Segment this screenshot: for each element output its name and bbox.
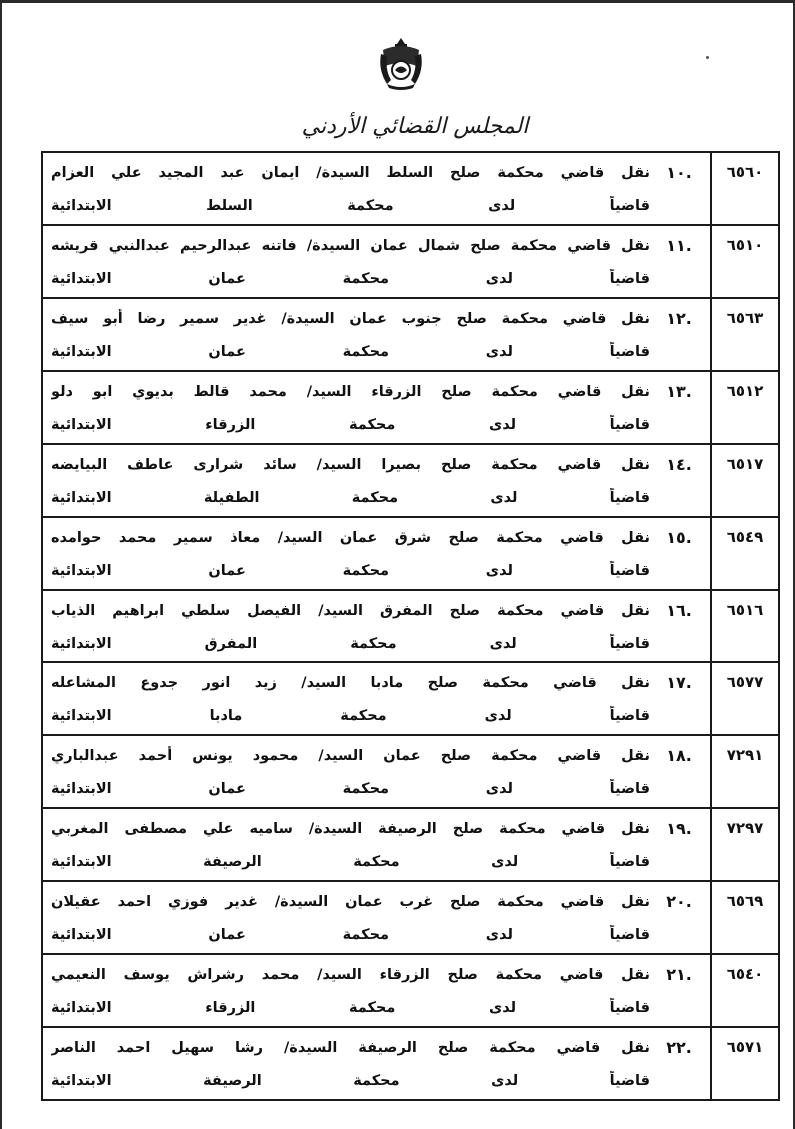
- table-row: [42, 954, 779, 1027]
- record-text-cell: [42, 225, 711, 298]
- record-id-cell: [711, 444, 779, 517]
- table-row: [42, 735, 779, 808]
- record-id-cell: [711, 590, 779, 663]
- table-row: [42, 808, 779, 881]
- record-id: ٧٢٩٧: [726, 819, 764, 838]
- record-number: .١٧: [666, 673, 692, 693]
- record-body: [43, 736, 710, 806]
- record-body: [43, 299, 710, 369]
- record-body: [43, 1028, 710, 1098]
- record-body: [43, 445, 710, 515]
- record-text-cell: [42, 371, 711, 444]
- jordan-coat-of-arms-icon: [377, 36, 425, 92]
- record-number: .١٨: [666, 746, 692, 766]
- new-assignment: قاضياً لدى محكمة الزرقاء الابتدائية: [51, 416, 650, 433]
- record-text-cell: [42, 808, 711, 881]
- record-body: [43, 591, 710, 661]
- new-assignment: قاضياً لدى محكمة عمان الابتدائية: [51, 781, 650, 798]
- record-id: ٦٥١٧: [726, 454, 764, 473]
- letterhead: [300, 30, 530, 139]
- transfer-statement: نقل قاضي محكمة صلح شمال عمان السيدة/ فاتنه عبدالرحيم عبدالنبي قريشه: [51, 237, 650, 254]
- new-assignment: قاضياً لدى محكمة مادبا الابتدائية: [51, 708, 650, 725]
- record-id-cell: [711, 1027, 779, 1100]
- transfer-statement: نقل قاضي محكمة صلح الزرقاء السيد/ محمد رشراش يوسف النعيمي: [51, 967, 650, 984]
- record-id: ٦٥١٢: [726, 381, 764, 400]
- transfer-statement: نقل قاضي محكمة صلح عمان السيد/ محمود يونس أحمد عبدالباري: [51, 748, 650, 765]
- record-number: .١٢: [666, 308, 692, 328]
- transfer-statement: نقل قاضي محكمة صلح غرب عمان السيدة/ غدير فوزي احمد عقيلان: [51, 894, 650, 911]
- new-assignment: قاضياً لدى محكمة السلط الابتدائية: [51, 198, 650, 214]
- record-id: ٦٥٤٠: [726, 965, 764, 984]
- record-id: ٦٥٤٩: [726, 527, 764, 546]
- record-id: ٦٥٧١: [726, 1038, 764, 1057]
- new-assignment: قاضياً لدى محكمة المفرق الابتدائية: [51, 635, 650, 652]
- table-row: [42, 662, 779, 735]
- new-assignment: قاضياً لدى محكمة عمان الابتدائية: [51, 562, 650, 579]
- table-row: [42, 1027, 779, 1100]
- record-number: .١٩: [666, 819, 692, 839]
- new-assignment: قاضياً لدى محكمة الطفيلة الابتدائية: [51, 489, 650, 506]
- record-body: [43, 518, 710, 588]
- record-body: [43, 882, 710, 952]
- transfer-statement: نقل قاضي محكمة صلح المفرق السيد/ الفيصل سلطي ابراهيم الذياب: [51, 602, 650, 619]
- transfer-statement: نقل قاضي محكمة صلح جنوب عمان السيدة/ غدير سمير رضا أبو سيف: [51, 310, 650, 327]
- record-id-cell: [711, 735, 779, 808]
- table-row: [42, 881, 779, 954]
- table-row: [42, 152, 779, 225]
- record-text-cell: [42, 444, 711, 517]
- council-name: المجلس القضائي الأردني: [301, 114, 529, 139]
- record-id-cell: [711, 808, 779, 881]
- record-text-cell: [42, 662, 711, 735]
- transfer-statement: نقل قاضي محكمة صلح شرق عمان السيد/ معاذ سمير محمد حوامده: [51, 529, 650, 546]
- record-id-cell: [711, 371, 779, 444]
- transfer-statement: نقل قاضي محكمة صلح الرصيفة السيدة/ رشا سهيل احمد الناصر: [51, 1040, 650, 1057]
- record-id-cell: [711, 152, 779, 225]
- record-id: ٦٥٦٣: [726, 308, 764, 327]
- record-number: .١٣: [666, 381, 692, 401]
- record-text-cell: [42, 590, 711, 663]
- record-id: ٦٥٦٩: [726, 892, 764, 911]
- transfer-statement: نقل قاضي محكمة صلح بصيرا السيد/ سائد شرارى عاطف البيايضه: [51, 456, 650, 473]
- new-assignment: قاضياً لدى محكمة عمان الابتدائية: [51, 927, 650, 944]
- record-id: ٦٥٧٧: [726, 673, 764, 692]
- record-id-cell: [711, 954, 779, 1027]
- record-body: [43, 153, 710, 223]
- new-assignment: قاضياً لدى محكمة عمان الابتدائية: [51, 343, 650, 360]
- table-row: [42, 371, 779, 444]
- record-id: ٦٥٦٠: [726, 163, 764, 181]
- table-row: [42, 444, 779, 517]
- record-id-cell: [711, 225, 779, 298]
- record-number: .٢٢: [666, 1038, 692, 1058]
- record-number: .١٥: [666, 527, 692, 547]
- table-row: [42, 590, 779, 663]
- record-id: ٦٥١٦: [726, 600, 764, 619]
- new-assignment: قاضياً لدى محكمة الزرقاء الابتدائية: [51, 1000, 650, 1017]
- new-assignment: قاضياً لدى محكمة عمان الابتدائية: [51, 270, 650, 287]
- table-row: [42, 517, 779, 590]
- record-body: [43, 226, 710, 296]
- record-text-cell: [42, 735, 711, 808]
- record-text-cell: [42, 954, 711, 1027]
- record-number: .١١: [666, 235, 692, 255]
- record-id-cell: [711, 881, 779, 954]
- scan-speck: [706, 56, 709, 59]
- record-text-cell: [42, 1027, 711, 1100]
- record-text-cell: [42, 298, 711, 371]
- table-row: [42, 225, 779, 298]
- record-number: .١٠: [666, 163, 692, 182]
- record-text-cell: [42, 152, 711, 225]
- transfer-statement: نقل قاضي محكمة صلح الرصيفة السيدة/ ساميه علي مصطفى المغربي: [51, 821, 650, 838]
- record-number: .١٦: [666, 600, 692, 620]
- record-body: [43, 955, 710, 1025]
- record-text-cell: [42, 517, 711, 590]
- new-assignment: قاضياً لدى محكمة الرصيفة الابتدائية: [51, 1073, 650, 1090]
- table-row: [42, 298, 779, 371]
- record-number: .١٤: [666, 454, 692, 474]
- new-assignment: قاضياً لدى محكمة الرصيفة الابتدائية: [51, 854, 650, 871]
- transfers-table: [41, 151, 780, 1101]
- record-text-cell: [42, 881, 711, 954]
- record-body: [43, 809, 710, 879]
- record-number: .٢٠: [666, 892, 692, 912]
- record-body: [43, 372, 710, 442]
- record-id-cell: [711, 517, 779, 590]
- record-id-cell: [711, 298, 779, 371]
- transfer-statement: نقل قاضي محكمة صلح الزرقاء السيد/ محمد قالط بديوي ابو دلو: [51, 383, 650, 400]
- record-body: [43, 663, 710, 733]
- transfer-statement: نقل قاضي محكمة صلح مادبا السيد/ زيد انور جدوع المشاعله: [51, 675, 650, 692]
- transfer-statement: نقل قاضي محكمة صلح السلط السيدة/ ايمان عبد المجيد علي العزام: [51, 165, 650, 181]
- record-id: ٧٢٩١: [726, 746, 764, 765]
- record-id: ٦٥١٠: [726, 235, 764, 254]
- record-id-cell: [711, 662, 779, 735]
- record-number: .٢١: [666, 965, 692, 985]
